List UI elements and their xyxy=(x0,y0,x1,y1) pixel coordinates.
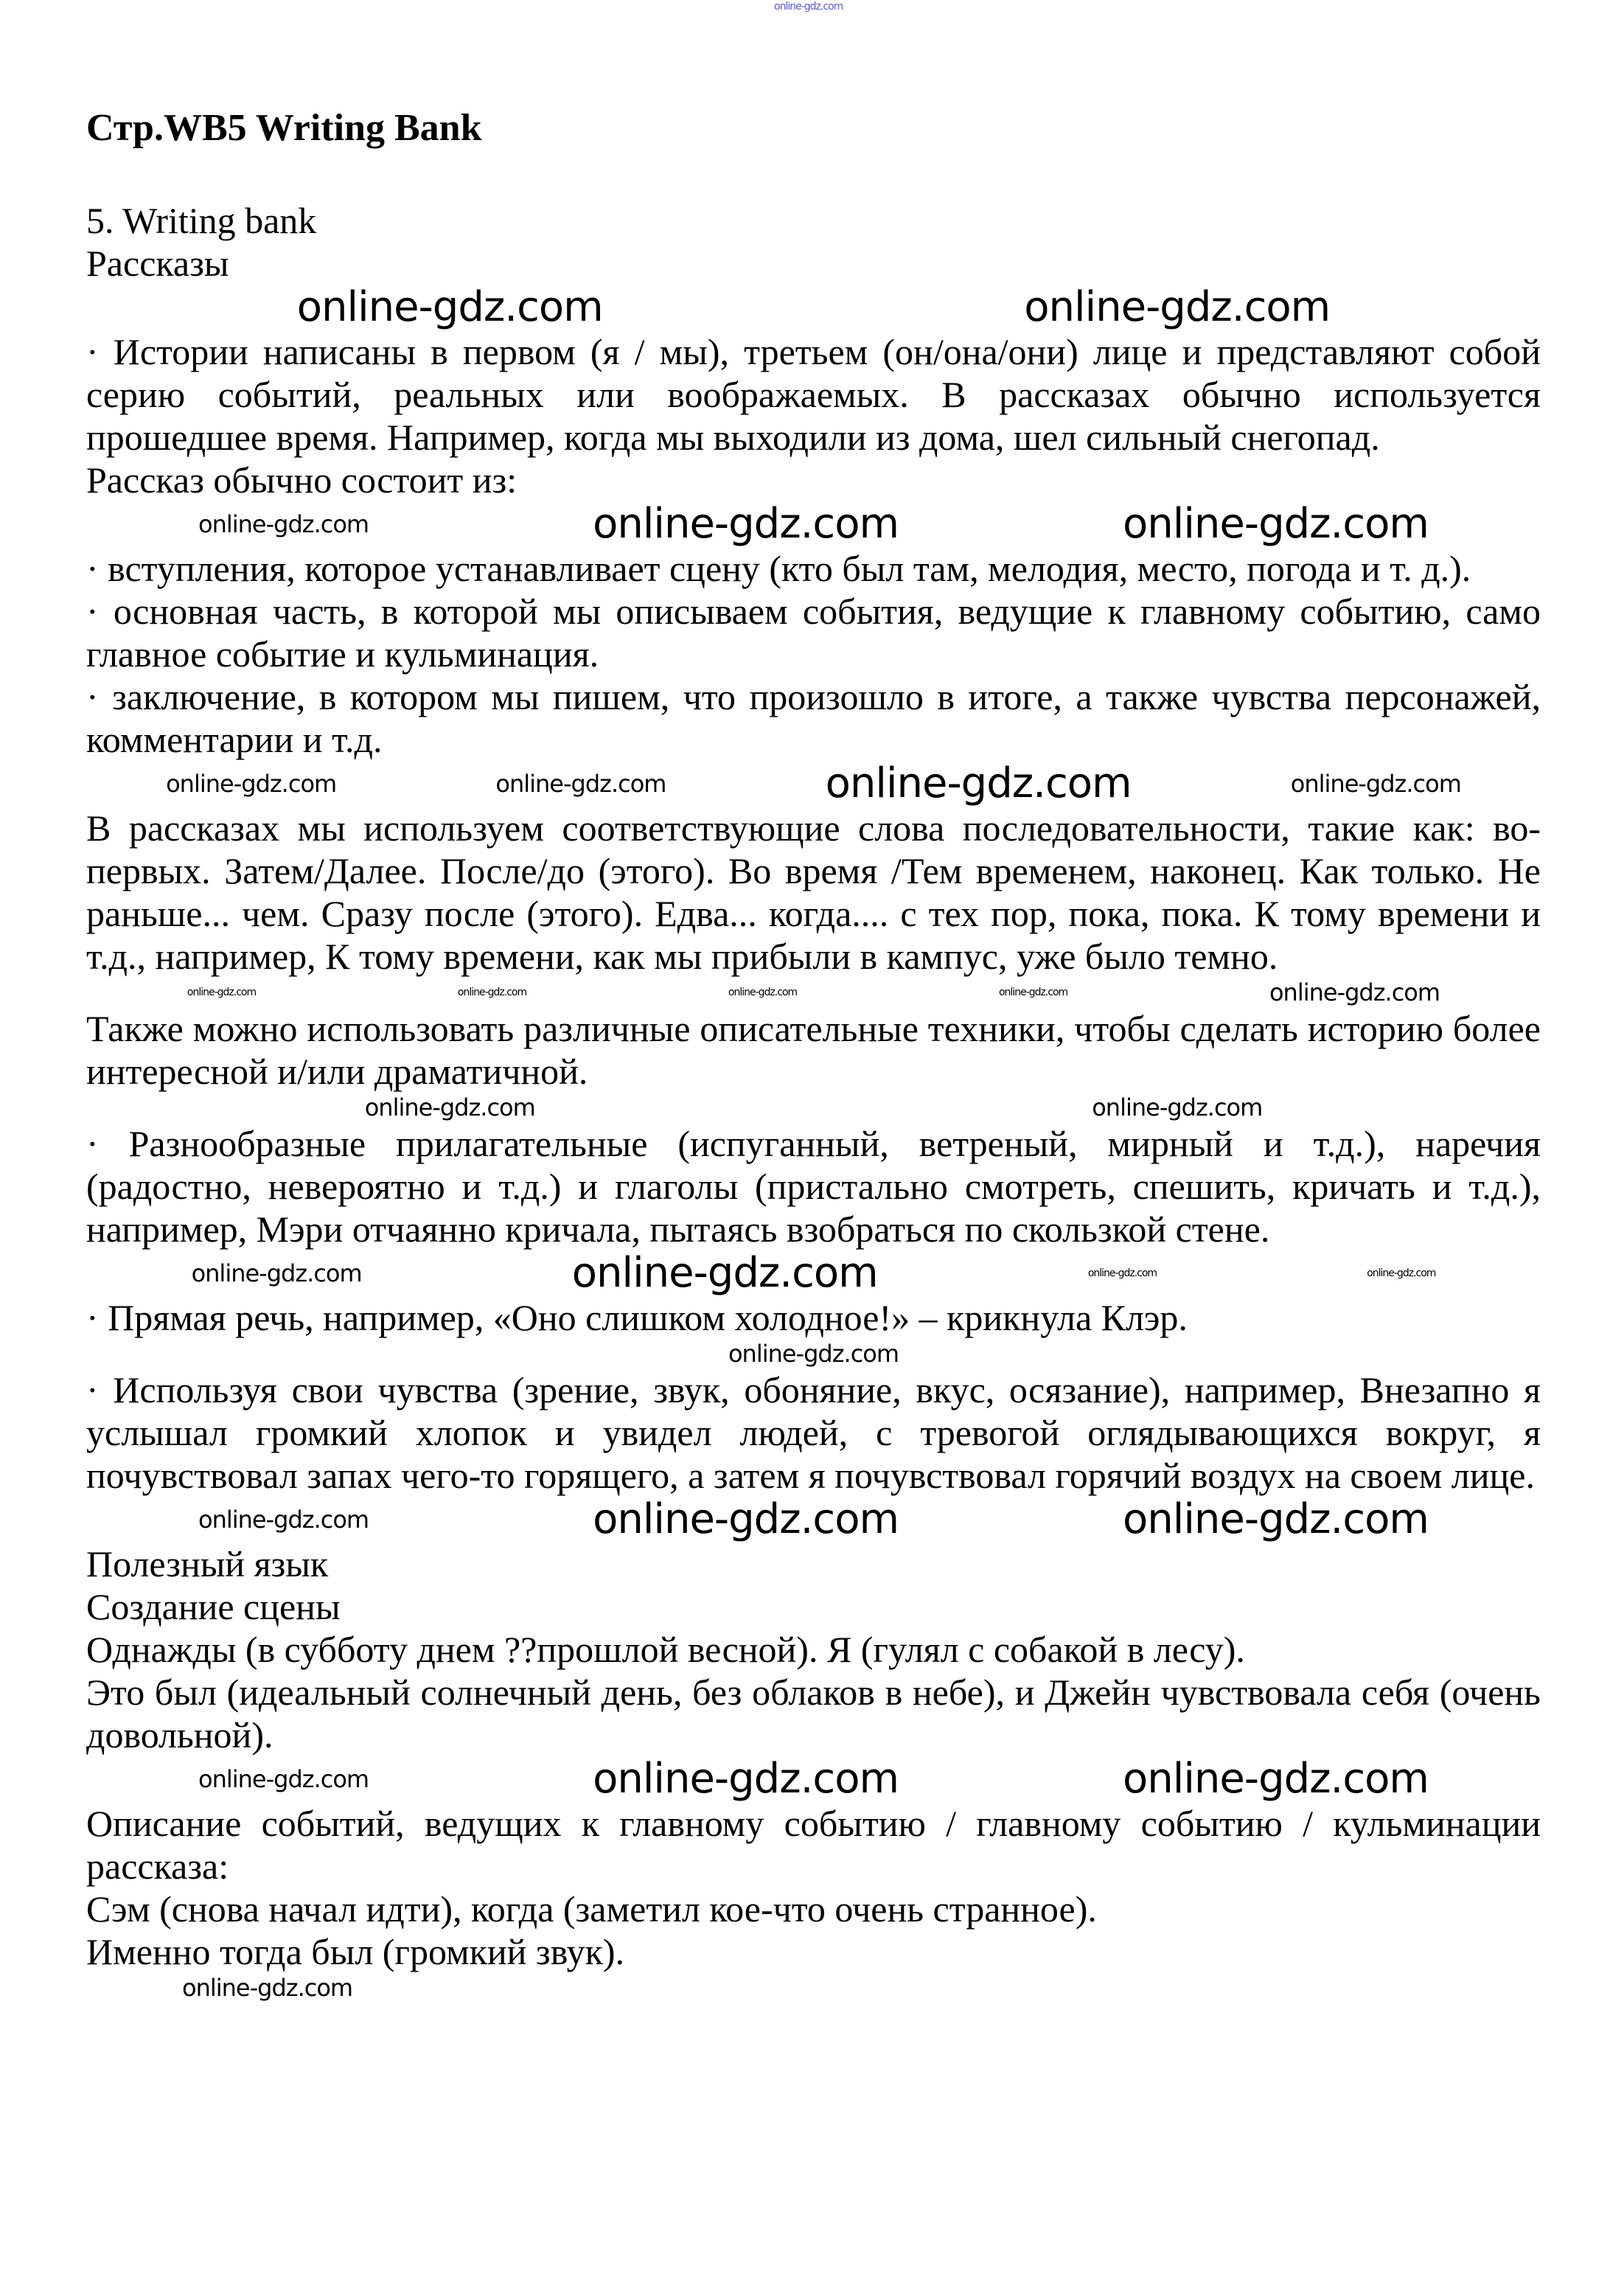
watermark: online-gdz.com xyxy=(728,1340,899,1368)
watermark: online-gdz.com xyxy=(198,1506,369,1534)
paragraph: Это был (идеальный солнечный день, без облаков в небе), и Джейн чувствовала себя (очень довольной). xyxy=(86,1672,1541,1756)
watermark: online-gdz.com xyxy=(593,1755,899,1803)
watermark: online-gdz.com xyxy=(364,1093,535,1121)
watermark: online-gdz.com xyxy=(457,987,527,998)
paragraph: В рассказах мы используем соответствующие слова последовательности, такие как: во-первых. Затем/Далее. После/до (этого). Во время /Тем временем, наконец. Как только. Не раньше... чем. Сразу после (этого). Едва... когда.... с тех пор, пока, пока. К тому времени и т.д., например, К тому времени, как мы прибыли в кампус, уже было темно. xyxy=(86,807,1541,977)
watermark: online-gdz.com xyxy=(166,770,337,798)
list-item: · основная часть, в которой мы описываем события, ведущие к главному событию, само главное событие и кульминация. xyxy=(86,591,1541,675)
watermark: online-gdz.com xyxy=(1123,500,1429,548)
section-heading: 5. Writing bank xyxy=(86,200,317,241)
watermark: online-gdz.com xyxy=(1269,978,1440,1006)
paragraph: Однажды (в субботу днем ??прошлой весной). Я (гулял с собакой в лесу). xyxy=(86,1629,1245,1670)
watermark-row xyxy=(86,1497,1541,1542)
watermark: online-gdz.com xyxy=(191,1259,362,1287)
watermark: online-gdz.com xyxy=(998,987,1068,998)
watermark: online-gdz.com xyxy=(296,283,603,331)
watermark: online-gdz.com xyxy=(1367,1267,1436,1279)
subheading: Создание сцены xyxy=(86,1586,341,1627)
watermark: online-gdz.com xyxy=(187,987,257,998)
watermark: online-gdz.com xyxy=(198,510,369,538)
watermark: online-gdz.com xyxy=(728,987,798,998)
watermark-row xyxy=(86,1339,1541,1368)
watermark: online-gdz.com xyxy=(495,770,666,798)
watermark: online-gdz.com xyxy=(1123,1755,1429,1803)
paragraph: Именно тогда был (громкий звук). xyxy=(86,1931,625,1972)
subheading: Рассказы xyxy=(86,243,229,284)
list-item: · Разнообразные прилагательные (испуганный, ветреный, мирный и т.д.), наречия (радостно, невероятно и т.д.) и глаголы (пристально смотреть, спешить, кричать и т.д.), например, Мэри отчаянно кричала, пытаясь взобраться по скользкой стене. xyxy=(86,1123,1541,1250)
watermark-row xyxy=(86,1093,1541,1122)
page-title: Стр.WB5 Writing Bank xyxy=(86,107,482,149)
watermark: online-gdz.com xyxy=(1290,770,1461,798)
watermark-row xyxy=(86,285,1541,330)
watermark-row xyxy=(86,761,1541,807)
watermark: online-gdz.com xyxy=(198,1765,369,1793)
watermark: online-gdz.com xyxy=(1123,1495,1429,1543)
watermark-row xyxy=(86,501,1541,547)
watermark-row xyxy=(86,978,1541,1007)
list-item: · вступления, которое устанавливает сцену (кто был там, мелодия, место, погода и т. д.). xyxy=(86,548,1471,589)
watermark-row xyxy=(86,1250,1541,1296)
watermark: online-gdz.com xyxy=(571,1249,878,1297)
paragraph: Рассказ обычно состоит из: xyxy=(86,459,517,501)
paragraph: Сэм (снова начал идти), когда (заметил кое-что очень странное). xyxy=(86,1888,1097,1930)
list-item: · заключение, в котором мы пишем, что произошло в итоге, а также чувства персонажей, комментарии и т.д. xyxy=(86,676,1541,760)
paragraph: · Истории написаны в первом (я / мы), третьем (он/она/они) лице и представляют собой серию событий, реальных или воображаемых. В рассказах обычно используется прошедшее время. Например, когда мы выходили из дома, шел сильный снегопад. xyxy=(86,331,1541,458)
watermark: online-gdz.com xyxy=(1087,1267,1157,1279)
watermark: online-gdz.com xyxy=(1092,1093,1263,1121)
paragraph: Описание событий, ведущих к главному событию / главному событию / кульминации рассказа: xyxy=(86,1803,1541,1887)
watermark: online-gdz.com xyxy=(1024,283,1331,331)
watermark: online-gdz.com xyxy=(825,759,1132,807)
paragraph: Также можно использовать различные описательные техники, чтобы сделать историю более интересной и/или драматичной. xyxy=(86,1008,1541,1092)
watermark: online-gdz.com xyxy=(593,500,899,548)
list-item: · Используя свои чувства (зрение, звук, обоняние, вкус, осязание), например, Внезапно я услышал громкий хлопок и увидел людей, с тревогой оглядывающихся вокруг, я почувствовал запах чего-то горящего, а затем я почувствовал горячий воздух на своем лице. xyxy=(86,1369,1541,1496)
document-body xyxy=(86,199,1541,2003)
watermark-row xyxy=(86,1756,1541,1802)
watermark: online-gdz.com xyxy=(593,1495,899,1543)
list-item: · Прямая речь, например, «Оно слишком холодное!» – крикнула Клэр. xyxy=(86,1297,1188,1338)
watermark: online-gdz.com xyxy=(182,1974,353,2002)
subheading: Полезный язык xyxy=(86,1543,329,1584)
watermark-row xyxy=(86,1973,1541,2003)
watermark: online-gdz.com xyxy=(774,1,843,13)
